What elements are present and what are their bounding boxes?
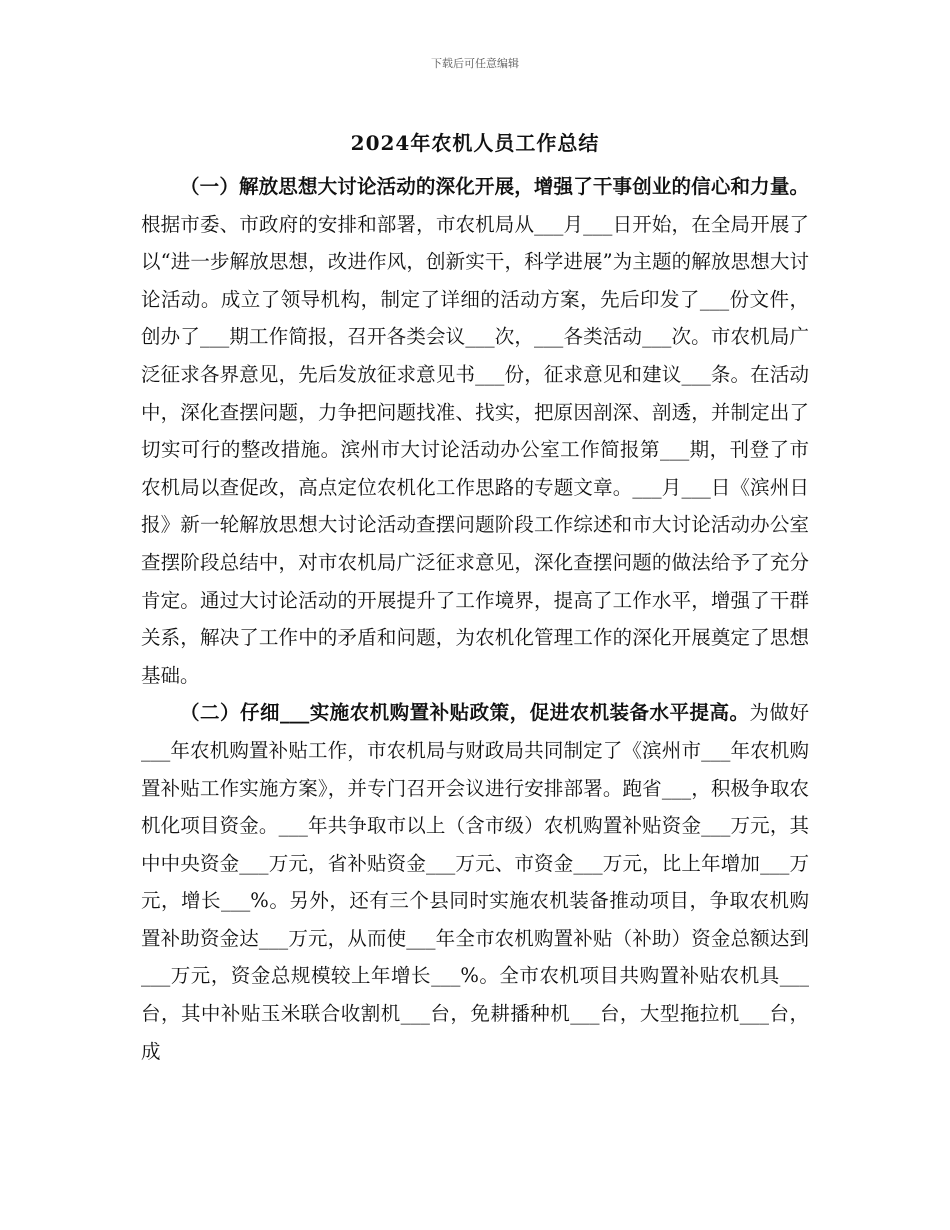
paragraph-1-heading: （一）解放思想大讨论活动的深化开展，增强了干事创业的信心和力量。 [180,175,809,198]
paragraph-2 [141,694,809,1070]
document-body [141,168,809,1070]
paragraph-1 [141,168,809,694]
page-header-note: 下载后可任意编辑 [431,57,519,70]
document-title: 2024年农机人员工作总结 [350,131,600,155]
paragraph-2-text: 为做好___年农机购置补贴工作，市农机局与财政局共同制定了《滨州市___年农机购置补贴工作实施方案》，并专门召开会议进行安排部署。跑省___，积极争取农机化项目资金。___年共争取市以上（含市级）农机购置补贴资金___万元，其中中央资金___万元，省补贴资金___万元、市资金___万元，比上年增加___万元，增长___%。另外，还有三个县同时实施农机装备推动项目，争取农机购置补助资金达___万元，从而使___年全市农机购置补贴（补助）资金总额达到___万元，资金总规模较上年增长___%。全市农机项目共购置补贴农机具___台，其中补贴玉米联合收割机___台，免耕播种机___台，大型拖拉机___台，成 [141,701,809,1063]
paragraph-2-heading: （二）仔细___实施农机购置补贴政策，促进农机装备水平提高。 [180,701,750,725]
paragraph-1-text: 根据市委、市政府的安排和部署，市农机局从___月___日开始，在全局开展了以“进一步解放思想，改进作风，创新实干，科学进展”为主题的解放思想大讨论活动。成立了领导机构，制定了详细的活动方案，先后印发了___份文件，创办了___期工作简报，召开各类会议___次，___各类活动___次。市农机局广泛征求各界意见，先后发放征求意见书___份，征求意见和建议___条。在活动中，深化查摆问题，力争把问题找准、找实，把原因剖深、剖透，并制定出了切实可行的整改措施。滨州市大讨论活动办公室工作简报第___期，刊登了市农机局以查促改，高点定位农机化工作思路的专题文章。___月___日《滨州日报》新一轮解放思想大讨论活动查摆问题阶段工作综述和市大讨论活动办公室查摆阶段总结中，对市农机局广泛征求意见，深化查摆问题的做法给予了充分肯定。通过大讨论活动的开展提升了工作境界，提高了工作水平，增强了干群关系，解决了工作中的矛盾和问题，为农机化管理工作的深化开展奠定了思想基础。 [141,212,809,687]
